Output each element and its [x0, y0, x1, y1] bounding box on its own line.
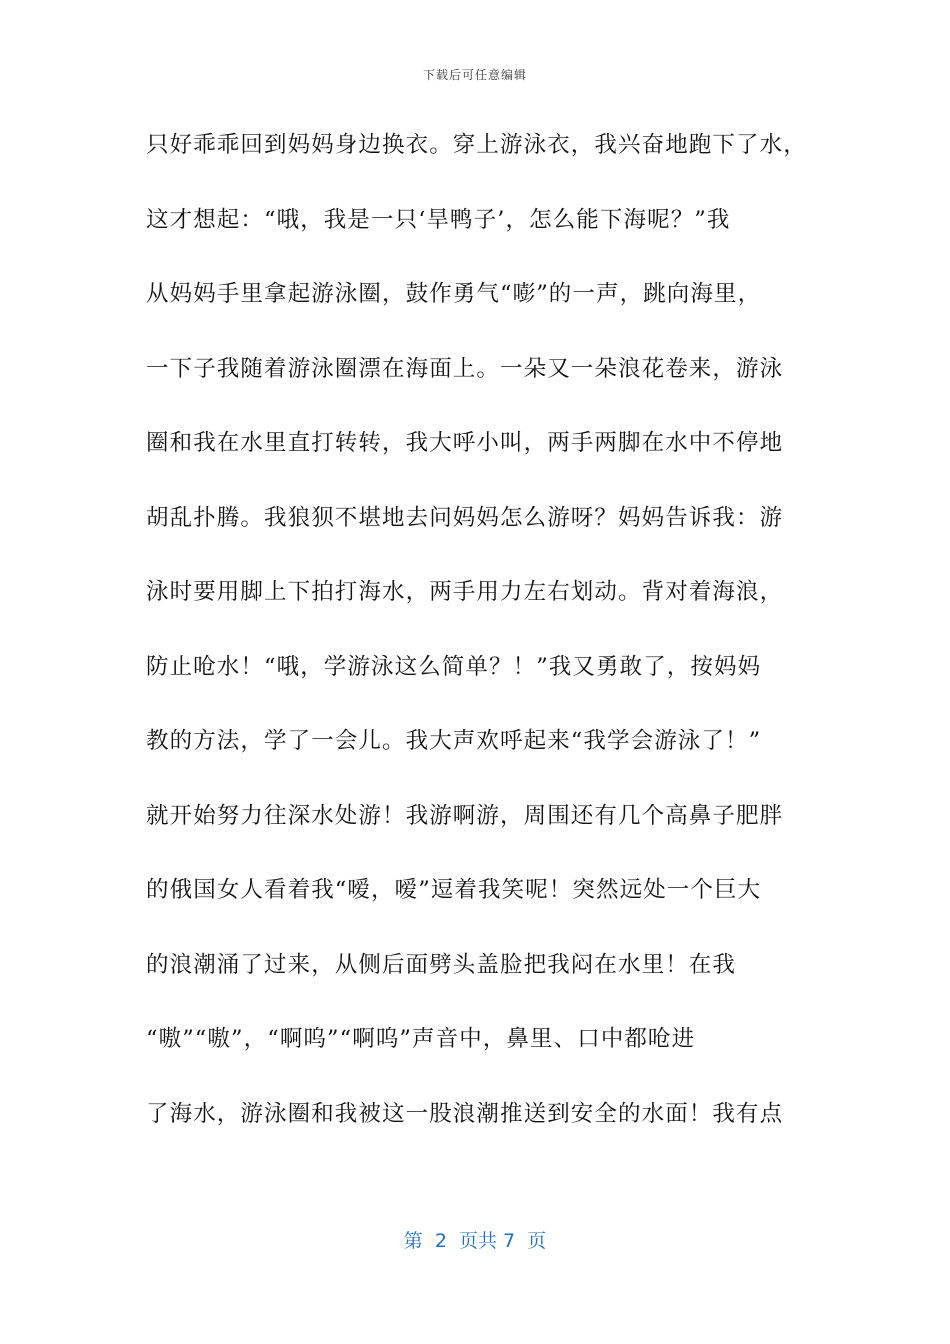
text-line: 防止呛水！“哦，学游泳这么简单？！”我又勇敢了，按妈妈 — [146, 653, 762, 680]
text-line: 教的方法，学了一会儿。我大声欢呼起来“我学会游泳了！” — [146, 728, 762, 754]
page-number: 第 2 页共 7 页 — [403, 1230, 547, 1252]
page-header: 下载后可任意编辑 — [422, 68, 527, 82]
text-line: 圈和我在水里直打转转，我大呼小叫，两手两脚在水中不停地 — [146, 430, 784, 456]
text-line: 了海水，游泳圈和我被这一股浪潮推送到安全的水面！我有点 — [146, 1100, 784, 1127]
text-line: 从妈妈手里拿起游泳圈，鼓作勇气“嘭”的一声，跳向海里， — [146, 281, 762, 307]
text-line: 泳时要用脚上下拍打海水，两手用力左右划动。背对着海浪， — [146, 579, 784, 605]
text-line: “嗷”“嗷”，“啊呜”“啊呜”声音中，鼻里、口中都呛进 — [146, 1026, 696, 1052]
text-line: 一下子我随着游泳圈漂在海面上。一朵又一朵浪花卷来，游泳 — [146, 355, 784, 382]
text-line: 这才想起：“哦，我是一只‘旱鸭子’，怎么能下海呢？”我 — [146, 206, 731, 233]
text-line: 的浪潮涌了过来，从侧后面劈头盖脸把我闷在水里！在我 — [146, 951, 737, 978]
text-line: 就开始努力往深水处游！我游啊游，周围还有几个高鼻子肥胖 — [146, 802, 784, 829]
text-line: 胡乱扑腾。我狼狈不堪地去问妈妈怎么游呀？妈妈告诉我：游 — [146, 504, 784, 531]
text-line: 的俄国女人看着我“嗳，嗳”逗着我笑呢！突然远处一个巨大 — [146, 877, 762, 903]
text-line: 只好乖乖回到妈妈身边换衣。穿上游泳衣，我兴奋地跑下了水， — [146, 132, 807, 158]
body-text — [146, 125, 806, 1168]
